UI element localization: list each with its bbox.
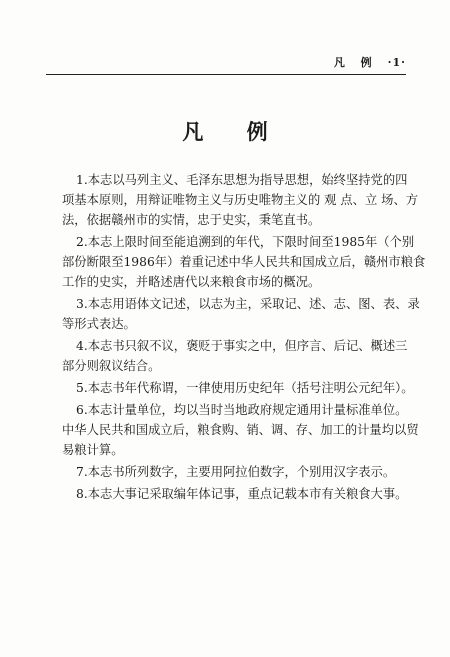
paragraph-line: 2.本志上限时间至能追溯到的年代，下限时间至1985年（个别 bbox=[76, 235, 415, 249]
running-head-title: 凡 例 bbox=[333, 56, 378, 69]
paragraph-line: 部分则叙议结合。 bbox=[62, 359, 161, 373]
paragraph-line: 部份断限至1986年）着重记述中华人民共和国成立后，赣州市粮食 bbox=[62, 255, 426, 269]
paragraph-7 bbox=[62, 462, 396, 482]
paragraph-line: 7.本志书所列数字，主要用阿拉伯数字，个别用汉字表示。 bbox=[76, 465, 396, 479]
running-head bbox=[46, 54, 406, 70]
paragraph-6 bbox=[62, 400, 419, 460]
page-number: ·1· bbox=[387, 56, 406, 69]
paragraph-2 bbox=[62, 232, 426, 292]
header-rule bbox=[46, 74, 406, 75]
page-title: 凡 例 bbox=[182, 119, 286, 144]
paragraph-5 bbox=[62, 378, 414, 398]
paragraph-line: 4.本志书只叙不议，褒贬于事实之中，但序言、后记、概述三 bbox=[76, 339, 408, 353]
paragraph-line: 1.本志以马列主义、毛泽东思想为指导思想，始终坚持党的四 bbox=[76, 173, 408, 187]
paragraph-8 bbox=[62, 484, 408, 504]
paragraph-line: 5.本志书年代称谓，一律使用历史纪年（括号注明公元纪年）。 bbox=[76, 381, 414, 395]
paragraph-4 bbox=[62, 336, 408, 376]
paragraph-3 bbox=[62, 294, 420, 334]
paragraph-line: 6.本志计量单位，均以当时当地政府规定通用计量标准单位。 bbox=[76, 403, 408, 417]
paragraph-line: 8.本志大事记采取编年体记事，重点记载本市有关粮食大事。 bbox=[76, 487, 408, 501]
paragraph-line: 3.本志用语体文记述，以志为主，采取记、述、志、图、表、录 bbox=[76, 297, 420, 311]
paragraph-line: 中华人民共和国成立后，粮食购、销、调、存、加工的计量均以贸 bbox=[62, 423, 419, 437]
paragraph-line: 易粮计算。 bbox=[62, 443, 124, 457]
body-text bbox=[62, 170, 426, 506]
paragraph-line: 工作的史实，并略述唐代以来粮食市场的概况。 bbox=[62, 275, 321, 289]
paragraph-line: 法，依据赣州市的实情，忠于史实，秉笔直书。 bbox=[62, 213, 321, 227]
paragraph-1 bbox=[62, 170, 419, 230]
paragraph-line: 等形式表达。 bbox=[62, 317, 136, 331]
paragraph-line: 项基本原则，用辩证唯物主义与历史唯物主义的 观 点、立 场、方 bbox=[62, 193, 419, 207]
